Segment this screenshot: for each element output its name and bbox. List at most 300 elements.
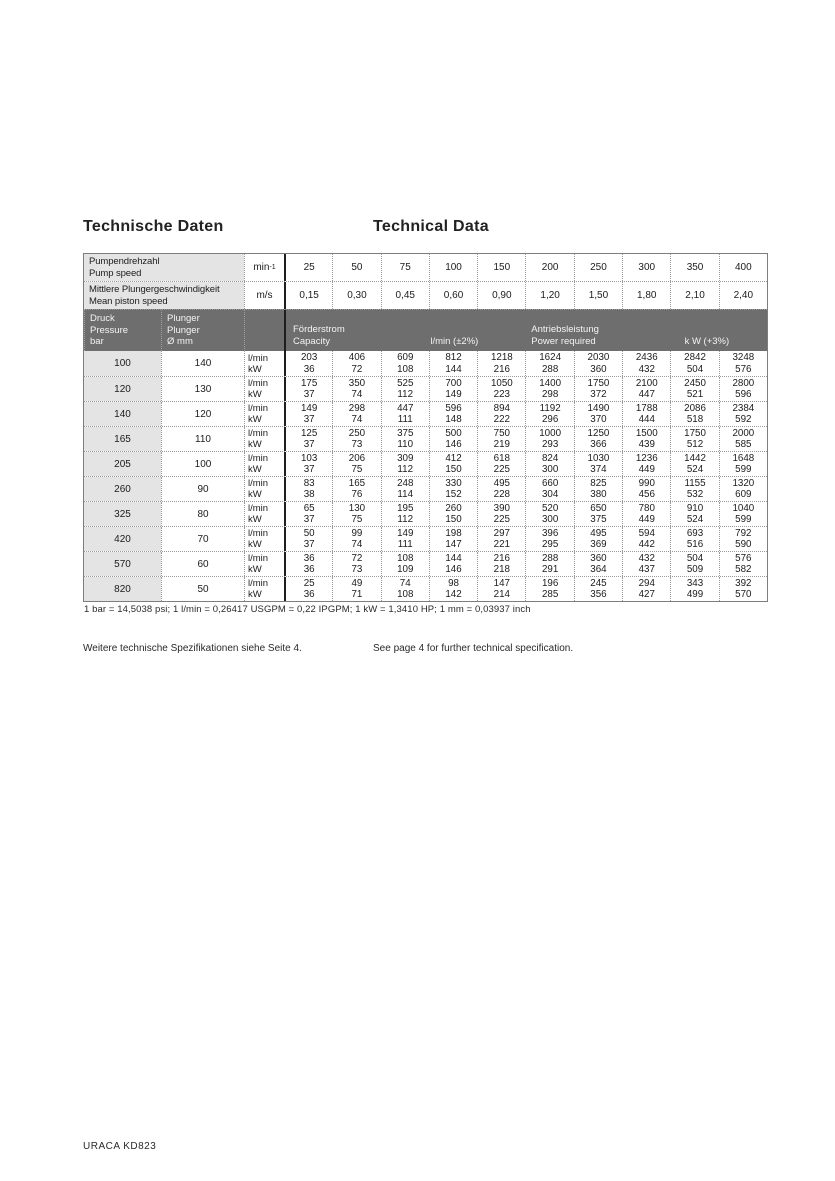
- pressure-cell: 260: [84, 477, 161, 501]
- row-unit-cell: [244, 402, 284, 426]
- capacity-value: 298: [348, 402, 366, 414]
- data-cell: [429, 351, 477, 376]
- capacity-value: 2100: [635, 377, 658, 389]
- data-cell: [429, 402, 477, 426]
- pressure-header-de: Druck: [90, 313, 115, 324]
- table-row: [84, 576, 767, 601]
- capacity-value: 990: [638, 477, 655, 489]
- piston-speed-value: 0,45: [381, 282, 429, 309]
- power-value: 37: [303, 414, 315, 425]
- power-value: 524: [686, 464, 704, 475]
- pressure-cell: 165: [84, 427, 161, 451]
- data-cell: [719, 477, 767, 501]
- power-value: 148: [445, 414, 462, 425]
- pump-speed-label-en: Pump speed: [89, 267, 142, 279]
- data-cell: [284, 577, 332, 601]
- power-value: 300: [541, 514, 559, 525]
- data-cell: [719, 402, 767, 426]
- power-value: 293: [541, 439, 559, 450]
- power-value: 112: [397, 514, 414, 525]
- data-cell: [719, 351, 767, 376]
- data-cell: [670, 402, 718, 426]
- data-cell: [574, 577, 622, 601]
- power-unit-label: kW: [248, 539, 262, 550]
- power-value: 504: [686, 363, 704, 375]
- table-row: [84, 451, 767, 476]
- power-value: 111: [397, 414, 413, 425]
- power-value: 599: [735, 464, 752, 475]
- pressure-cell: 100: [84, 351, 161, 376]
- power-header: [531, 324, 599, 347]
- data-cell: [574, 527, 622, 551]
- power-value: 108: [397, 363, 414, 375]
- pump-speed-unit-sup: -1: [269, 264, 276, 271]
- power-value: 516: [686, 539, 704, 550]
- capacity-value: 1788: [635, 402, 658, 414]
- power-value: 109: [397, 564, 414, 575]
- data-cell: [477, 477, 525, 501]
- data-cell: [525, 502, 573, 526]
- power-value: 372: [590, 389, 607, 400]
- data-cell: [477, 577, 525, 601]
- capacity-value: 144: [445, 552, 462, 564]
- data-cell: [332, 502, 380, 526]
- power-value: 518: [686, 414, 704, 425]
- piston-speed-value: 0,60: [429, 282, 477, 309]
- capacity-value: 1750: [587, 377, 610, 389]
- data-cell: [477, 351, 525, 376]
- data-cell: [670, 427, 718, 451]
- pressure-cell: 420: [84, 527, 161, 551]
- data-cell: [429, 577, 477, 601]
- power-value: 456: [638, 489, 655, 500]
- data-cell: [429, 427, 477, 451]
- data-cell: [284, 377, 332, 401]
- piston-speed-value: 2,40: [719, 282, 767, 309]
- capacity-value: 72: [351, 552, 363, 564]
- data-cell: [525, 477, 573, 501]
- power-value: 37: [303, 389, 315, 400]
- page-title-german: Technische Daten: [83, 218, 224, 235]
- data-cell: [284, 502, 332, 526]
- power-value: 298: [541, 389, 559, 400]
- data-cell: [622, 552, 670, 576]
- capacity-value: 1192: [539, 402, 561, 414]
- capacity-value: 525: [397, 377, 414, 389]
- power-value: 427: [638, 589, 655, 600]
- row-unit-cell: [244, 377, 284, 401]
- data-cell: [429, 377, 477, 401]
- power-value: 449: [638, 514, 655, 525]
- plunger-header-de: Plunger: [167, 313, 200, 324]
- further-spec-note-german: Weitere technische Spezifikationen siehe Seite 4.: [83, 643, 302, 654]
- capacity-value: 99: [351, 527, 363, 539]
- power-value: 356: [590, 589, 607, 600]
- capacity-value: 74: [399, 577, 411, 589]
- data-cell: [574, 552, 622, 576]
- data-cell: [719, 427, 767, 451]
- power-value: 295: [541, 539, 559, 550]
- data-cell: [622, 377, 670, 401]
- pump-speed-value: 300: [622, 254, 670, 281]
- row-unit-cell: [244, 427, 284, 451]
- data-cell: [670, 452, 718, 476]
- data-cell: [622, 577, 670, 601]
- capacity-value: 108: [397, 552, 414, 564]
- power-value: 225: [493, 464, 511, 475]
- capacity-value: 330: [445, 477, 462, 489]
- power-value: 366: [590, 439, 607, 450]
- power-unit-label: kW: [248, 564, 262, 575]
- pump-speed-value: 350: [670, 254, 718, 281]
- power-value: 147: [445, 539, 462, 550]
- data-cell: [332, 351, 380, 376]
- power-value: 285: [541, 589, 559, 600]
- capacity-value: 2450: [684, 377, 706, 389]
- capacity-value: 165: [348, 477, 366, 489]
- data-cell: [332, 527, 380, 551]
- plunger-header-en: Plunger: [167, 324, 200, 336]
- capacity-value: 3248: [732, 352, 755, 363]
- power-unit-header: k W (+3%): [684, 335, 730, 347]
- data-cell: [381, 452, 429, 476]
- capacity-value: 203: [300, 352, 318, 363]
- power-value: 576: [735, 363, 752, 375]
- conversion-footnote: 1 bar = 14,5038 psi; 1 l/min = 0,26417 USGPM = 0,22 IPGPM; 1 kW = 1,3410 HP; 1 mm = 0,03937 inch: [84, 604, 531, 615]
- pump-speed-row: [84, 254, 767, 281]
- piston-speed-value: 0,90: [477, 282, 525, 309]
- piston-speed-value: 2,10: [670, 282, 718, 309]
- capacity-value: 206: [348, 452, 366, 464]
- plunger-cell: 80: [161, 502, 244, 526]
- capacity-value: 1155: [684, 477, 706, 489]
- power-value: 36: [303, 589, 315, 600]
- power-unit-label: kW: [248, 439, 262, 450]
- capacity-value: 495: [590, 527, 607, 539]
- capacity-value: 396: [541, 527, 559, 539]
- data-cell: [574, 427, 622, 451]
- capacity-value: 780: [638, 502, 655, 514]
- power-value: 432: [638, 363, 655, 375]
- capacity-value: 1490: [587, 402, 610, 414]
- capacity-unit-label: l/min: [248, 378, 269, 389]
- pump-speed-value: 200: [525, 254, 573, 281]
- power-value: 570: [735, 589, 752, 600]
- capacity-value: 812: [445, 352, 462, 363]
- data-cell: [670, 502, 718, 526]
- data-cell: [477, 527, 525, 551]
- capacity-value: 2800: [732, 377, 755, 389]
- capacity-value: 350: [348, 377, 366, 389]
- further-spec-note-english: See page 4 for further technical specification.: [373, 643, 574, 654]
- capacity-value: 2030: [587, 352, 610, 363]
- data-cell: [622, 477, 670, 501]
- power-value: 512: [686, 439, 704, 450]
- data-cell: [332, 402, 380, 426]
- power-value: 442: [638, 539, 655, 550]
- power-header-en: Power required: [531, 335, 596, 347]
- capacity-value: 248: [397, 477, 414, 489]
- plunger-cell: 100: [161, 452, 244, 476]
- plunger-cell: 140: [161, 351, 244, 376]
- plunger-cell: 130: [161, 377, 244, 401]
- power-value: 149: [445, 389, 462, 400]
- plunger-header-unit: Ø mm: [167, 336, 193, 347]
- capacity-value: 910: [686, 502, 704, 514]
- capacity-value: 596: [445, 402, 462, 414]
- power-value: 447: [638, 389, 655, 400]
- capacity-value: 1000: [539, 427, 562, 439]
- power-value: 73: [351, 564, 363, 575]
- power-value: 509: [686, 564, 704, 575]
- plunger-cell: 50: [161, 577, 244, 601]
- pump-speed-label: [84, 254, 244, 281]
- capacity-value: 25: [303, 577, 315, 589]
- capacity-value: 36: [303, 552, 315, 564]
- capacity-unit-label: l/min: [248, 453, 269, 464]
- data-cell: [719, 452, 767, 476]
- data-cell: [429, 552, 477, 576]
- power-value: 74: [351, 389, 363, 400]
- data-cell: [477, 502, 525, 526]
- capacity-value: 294: [638, 577, 655, 589]
- data-cell: [719, 527, 767, 551]
- piston-speed-value: 1,80: [622, 282, 670, 309]
- data-cell: [284, 427, 332, 451]
- row-unit-cell: [244, 552, 284, 576]
- data-cell: [332, 452, 380, 476]
- pressure-cell: 140: [84, 402, 161, 426]
- data-cell: [525, 377, 573, 401]
- power-value: 223: [493, 389, 511, 400]
- data-cell: [719, 502, 767, 526]
- capacity-unit-label: l/min: [248, 352, 269, 364]
- pump-speed-value: 250: [574, 254, 622, 281]
- capacity-value: 198: [445, 527, 462, 539]
- power-value: 142: [445, 589, 462, 600]
- capacity-value: 1236: [635, 452, 658, 464]
- data-cell: [332, 377, 380, 401]
- capacity-value: 700: [445, 377, 462, 389]
- data-cell: [670, 552, 718, 576]
- capacity-value: 2000: [732, 427, 755, 439]
- plunger-cell: 90: [161, 477, 244, 501]
- data-cell: [381, 527, 429, 551]
- power-value: 218: [493, 564, 511, 575]
- capacity-value: 894: [493, 402, 511, 414]
- capacity-value: 216: [493, 552, 511, 564]
- capacity-value: 250: [348, 427, 366, 439]
- power-value: 221: [493, 539, 511, 550]
- data-cell: [477, 552, 525, 576]
- data-cell: [719, 377, 767, 401]
- data-cell: [670, 577, 718, 601]
- table-row: [84, 551, 767, 576]
- data-cell: [477, 377, 525, 401]
- table-body: [84, 351, 767, 601]
- power-value: 296: [541, 414, 559, 425]
- data-cell: [622, 427, 670, 451]
- power-value: 74: [351, 414, 363, 425]
- power-value: 114: [397, 489, 414, 500]
- plunger-cell: 110: [161, 427, 244, 451]
- data-cell: [381, 427, 429, 451]
- page-title-english: Technical Data: [373, 218, 489, 235]
- power-header-de: Antriebsleistung: [531, 324, 599, 335]
- power-value: 110: [397, 439, 414, 450]
- data-cell: [332, 477, 380, 501]
- capacity-unit-label: l/min: [248, 403, 269, 414]
- data-cell: [381, 502, 429, 526]
- power-value: 36: [303, 564, 315, 575]
- power-value: 592: [735, 414, 752, 425]
- power-value: 524: [686, 514, 704, 525]
- capacity-value: 2436: [635, 352, 658, 363]
- pump-speed-label-de: Pumpendrehzahl: [89, 256, 160, 267]
- power-value: 219: [493, 439, 511, 450]
- data-cell: [670, 527, 718, 551]
- column-header-band: [84, 309, 767, 351]
- power-value: 108: [397, 589, 414, 600]
- document-footer: URACA KD823: [83, 1141, 157, 1152]
- power-value: 75: [351, 464, 363, 475]
- band-data-area: [284, 310, 767, 351]
- technical-data-table: [83, 253, 768, 602]
- data-cell: [719, 552, 767, 576]
- power-value: 37: [303, 514, 315, 525]
- plunger-cell: 120: [161, 402, 244, 426]
- data-cell: [284, 527, 332, 551]
- row-unit-cell: [244, 452, 284, 476]
- capacity-value: 576: [735, 552, 752, 564]
- capacity-value: 824: [541, 452, 559, 464]
- data-cell: [525, 402, 573, 426]
- data-cell: [622, 527, 670, 551]
- data-cell: [574, 452, 622, 476]
- data-cell: [622, 402, 670, 426]
- data-cell: [525, 452, 573, 476]
- capacity-value: 1250: [587, 427, 610, 439]
- power-value: 375: [590, 514, 607, 525]
- pump-speed-unit: [244, 254, 284, 281]
- power-value: 599: [735, 514, 752, 525]
- capacity-unit-label: l/min: [248, 528, 269, 539]
- pump-speed-value: 50: [332, 254, 380, 281]
- capacity-value: 103: [300, 452, 318, 464]
- capacity-value: 825: [590, 477, 607, 489]
- capacity-value: 260: [445, 502, 462, 514]
- data-cell: [670, 377, 718, 401]
- data-cell: [284, 402, 332, 426]
- power-value: 225: [493, 514, 511, 525]
- capacity-value: 447: [397, 402, 414, 414]
- capacity-value: 49: [351, 577, 363, 589]
- pressure-header-unit: bar: [90, 336, 104, 347]
- power-value: 364: [590, 564, 607, 575]
- power-value: 38: [303, 489, 315, 500]
- power-value: 146: [445, 439, 462, 450]
- piston-speed-label-en: Mean piston speed: [89, 295, 168, 307]
- power-value: 146: [445, 564, 462, 575]
- power-value: 521: [686, 389, 704, 400]
- pump-speed-value: 100: [429, 254, 477, 281]
- data-cell: [429, 527, 477, 551]
- data-cell: [670, 477, 718, 501]
- data-cell: [477, 452, 525, 476]
- capacity-value: 309: [397, 452, 414, 464]
- power-value: 76: [351, 489, 363, 500]
- power-value: 112: [397, 464, 414, 475]
- data-cell: [284, 552, 332, 576]
- capacity-value: 2086: [684, 402, 706, 414]
- capacity-unit-label: l/min: [248, 428, 269, 439]
- capacity-value: 1400: [539, 377, 562, 389]
- piston-speed-row: [84, 281, 767, 309]
- capacity-value: 1030: [587, 452, 610, 464]
- capacity-value: 594: [638, 527, 655, 539]
- piston-speed-unit: m/s: [244, 282, 284, 309]
- power-value: 291: [541, 564, 559, 575]
- data-cell: [622, 502, 670, 526]
- power-unit-label: kW: [248, 589, 262, 600]
- power-value: 111: [397, 539, 413, 550]
- capacity-value: 1442: [684, 452, 706, 464]
- capacity-value: 693: [686, 527, 704, 539]
- power-value: 499: [686, 589, 704, 600]
- data-cell: [525, 527, 573, 551]
- piston-speed-value: 0,30: [332, 282, 380, 309]
- data-cell: [525, 552, 573, 576]
- power-unit-label: kW: [248, 363, 262, 375]
- power-value: 214: [493, 589, 511, 600]
- data-cell: [381, 577, 429, 601]
- power-value: 380: [590, 489, 607, 500]
- capacity-value: 406: [348, 352, 366, 363]
- data-cell: [381, 377, 429, 401]
- data-cell: [429, 452, 477, 476]
- power-value: 144: [445, 363, 462, 375]
- capacity-value: 390: [493, 502, 511, 514]
- power-value: 73: [351, 439, 363, 450]
- data-cell: [574, 377, 622, 401]
- capacity-value: 65: [303, 502, 315, 514]
- power-value: 150: [445, 514, 462, 525]
- power-value: 585: [735, 439, 752, 450]
- capacity-unit-label: l/min: [248, 503, 269, 514]
- piston-speed-value: 0,15: [284, 282, 332, 309]
- capacity-value: 50: [303, 527, 315, 539]
- pressure-cell: 120: [84, 377, 161, 401]
- table-row: [84, 401, 767, 426]
- pressure-header-en: Pressure: [90, 324, 129, 336]
- power-value: 112: [397, 389, 414, 400]
- power-unit-label: kW: [248, 389, 262, 400]
- data-cell: [574, 477, 622, 501]
- power-value: 71: [351, 589, 363, 600]
- row-unit-cell: [244, 577, 284, 601]
- plunger-column-header: [161, 310, 244, 351]
- data-cell: [719, 577, 767, 601]
- capacity-value: 412: [445, 452, 462, 464]
- pressure-column-header: [84, 310, 161, 351]
- pressure-cell: 820: [84, 577, 161, 601]
- capacity-value: 1050: [490, 377, 513, 389]
- data-cell: [332, 552, 380, 576]
- piston-speed-label-de: Mittlere Plungergeschwindigkeit: [89, 284, 220, 295]
- data-cell: [622, 351, 670, 376]
- band-unit-spacer: [244, 310, 284, 351]
- power-value: 449: [638, 464, 655, 475]
